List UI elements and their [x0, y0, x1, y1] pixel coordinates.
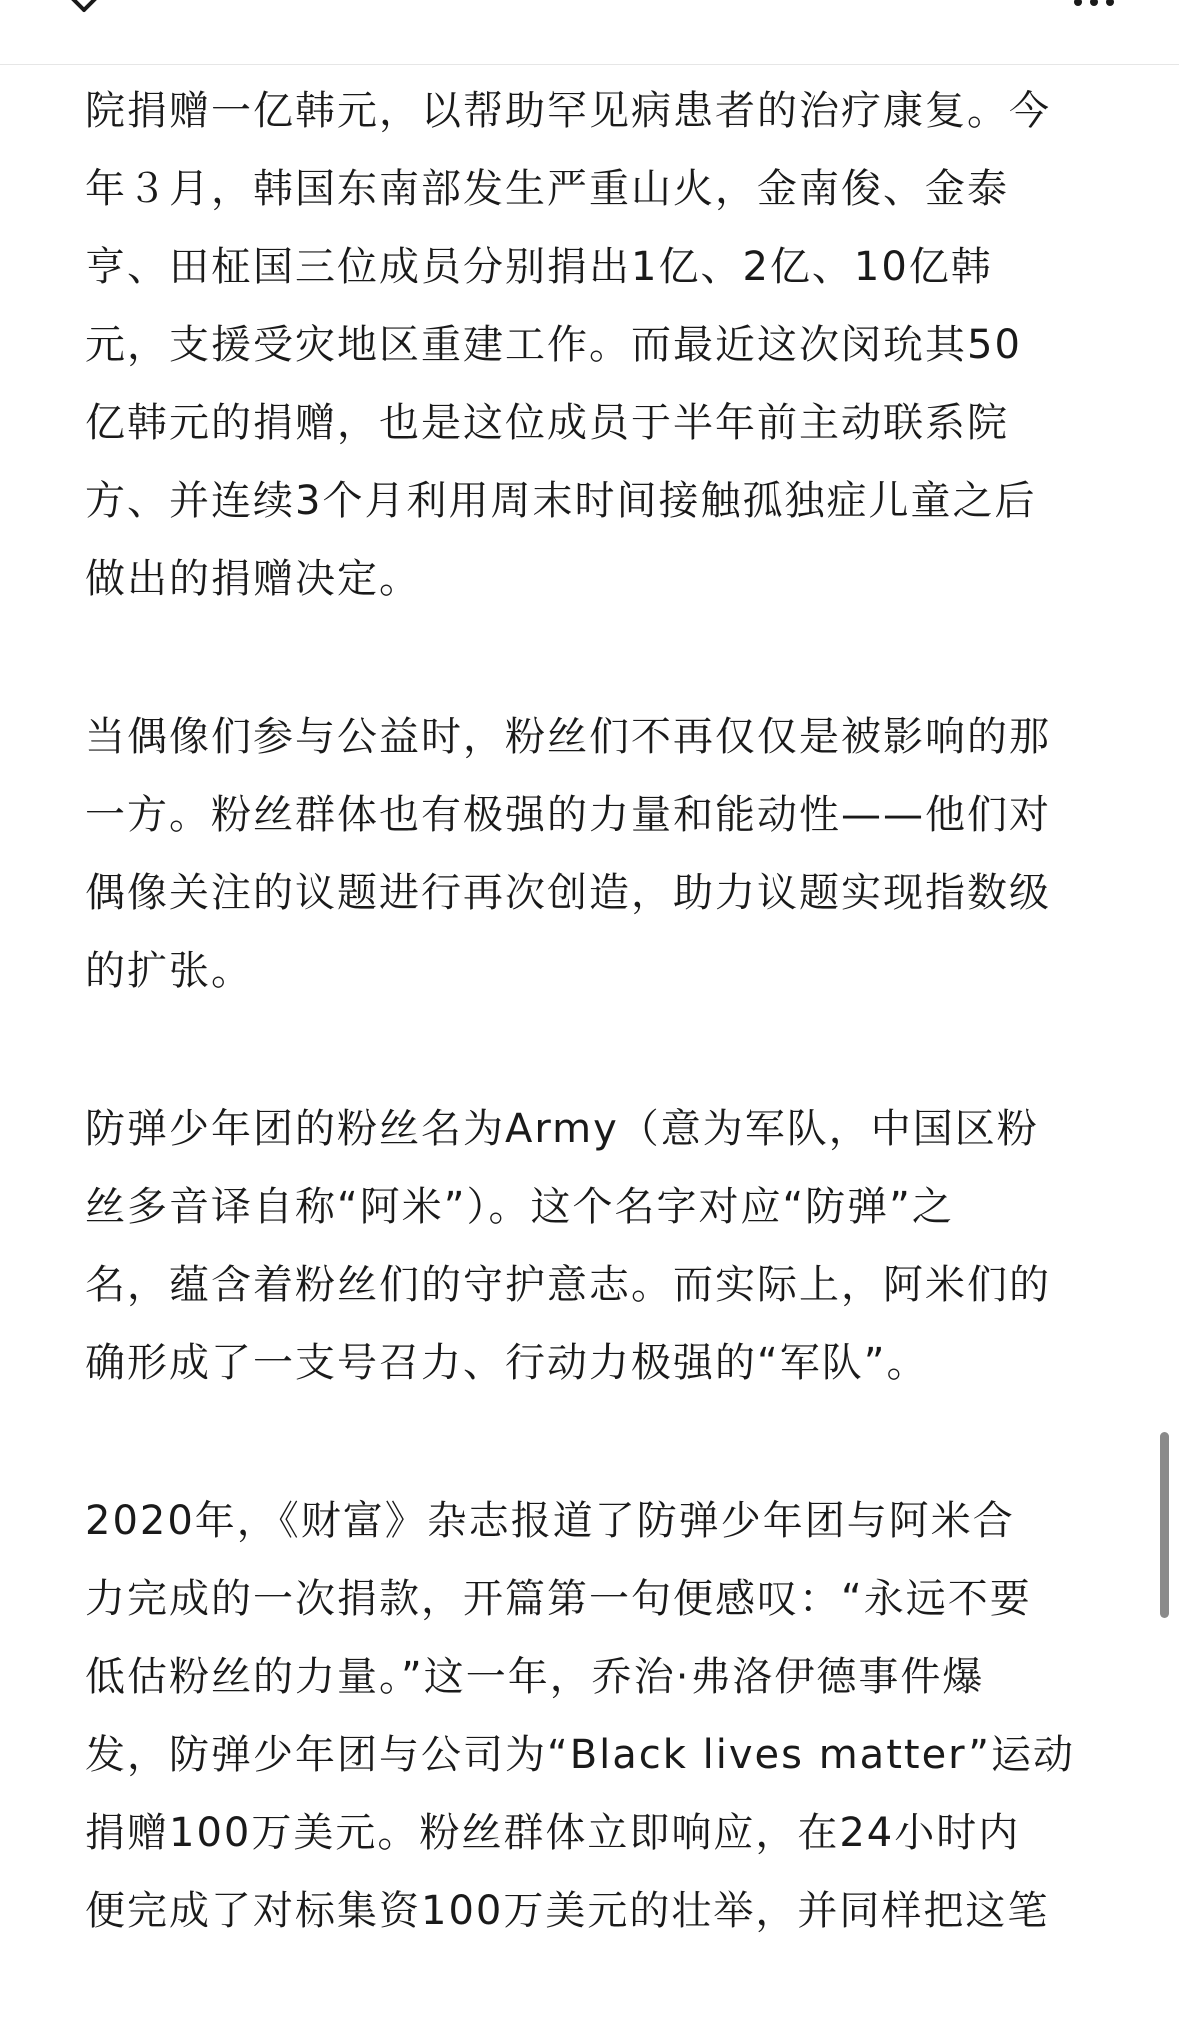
text-line: 丝多音译自称“阿米”）。这个名字对应“防弹”之 — [85, 1184, 954, 1230]
text-line: 院捐赠一亿韩元，以帮助罕见病患者的治疗康复。今 — [85, 88, 1051, 134]
more-options-button[interactable] — [1060, 0, 1140, 16]
scrollbar-thumb[interactable] — [1160, 1432, 1169, 1618]
text-line: 2020年，《财富》杂志报道了防弹少年团与阿米合 — [85, 1498, 1015, 1544]
article-paragraph-2 — [85, 698, 1095, 1010]
text-line: 的扩张。 — [85, 948, 253, 994]
article-paragraph-4 — [85, 1482, 1095, 1950]
text-line: 发，防弹少年团与公司为“Black lives matter”运动 — [85, 1732, 1076, 1778]
close-button[interactable] — [58, 0, 114, 26]
top-navigation-bar — [0, 0, 1179, 65]
text-line: 方、并连续3个月利用周末时间接触孤独症儿童之后 — [85, 478, 1037, 524]
text-line: 防弹少年团的粉丝名为Army（意为军队，中国区粉 — [85, 1106, 1039, 1152]
text-line: 捐赠100万美元。粉丝群体立即响应，在24小时内 — [85, 1810, 1021, 1856]
more-icon — [1060, 0, 1140, 16]
text-line: 确形成了一支号召力、行动力极强的“军队”。 — [85, 1340, 929, 1386]
text-line: 偶像关注的议题进行再次创造，助力议题实现指数级 — [85, 870, 1051, 916]
text-line: 亨、田柾国三位成员分别捐出1亿、2亿、10亿韩 — [85, 244, 993, 290]
text-line: 一方。粉丝群体也有极强的力量和能动性——他们对 — [85, 792, 1051, 838]
text-line: 亿韩元的捐赠，也是这位成员于半年前主动联系院 — [85, 400, 1009, 446]
text-line: 元，支援受灾地区重建工作。而最近这次闵玧其50 — [85, 322, 1022, 368]
text-line: 年３月，韩国东南部发生严重山火，金南俊、金泰 — [85, 166, 1009, 212]
text-line: 做出的捐赠决定。 — [85, 556, 421, 602]
close-icon — [58, 0, 114, 26]
article-paragraph-1 — [85, 72, 1095, 618]
article-body — [85, 72, 1095, 2030]
text-line: 力完成的一次捐款，开篇第一句便感叹：“永远不要 — [85, 1576, 1032, 1622]
text-line: 当偶像们参与公益时，粉丝们不再仅仅是被影响的那 — [85, 714, 1051, 760]
text-line: 便完成了对标集资100万美元的壮举，并同样把这笔 — [85, 1888, 1050, 1934]
article-paragraph-3 — [85, 1090, 1095, 1402]
text-line: 名，蕴含着粉丝们的守护意志。而实际上，阿米们的 — [85, 1262, 1051, 1308]
text-line: 低估粉丝的力量。”这一年，乔治·弗洛伊德事件爆 — [85, 1654, 985, 1700]
